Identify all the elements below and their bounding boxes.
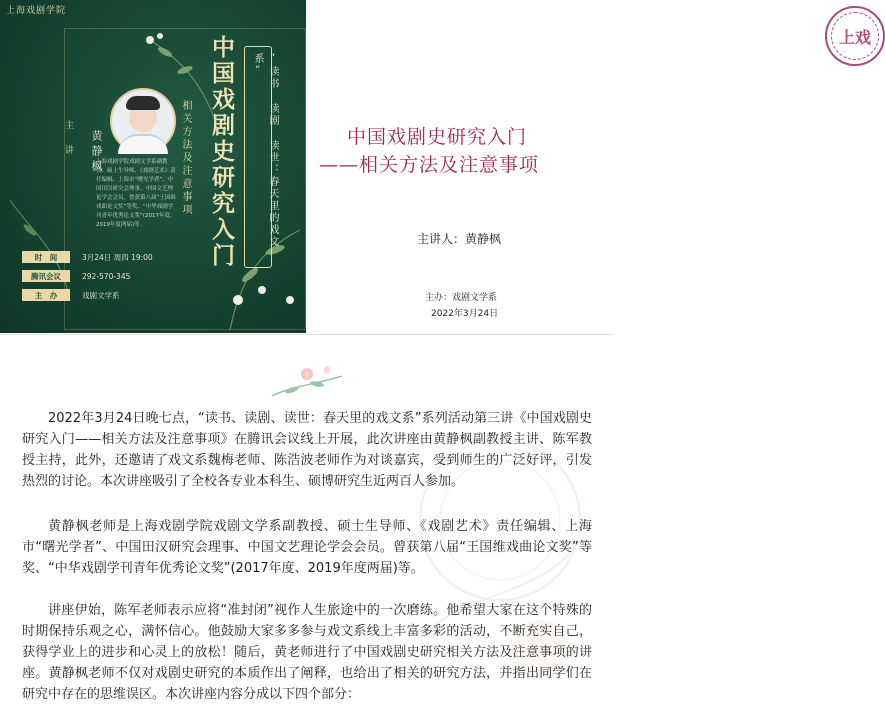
school-seal-icon <box>825 6 885 66</box>
title-slide <box>307 0 871 333</box>
speaker-role: 主讲 <box>63 120 73 170</box>
seal-text: 上戏 <box>838 27 871 47</box>
info-value: 3月24日 周四 19:00 <box>82 252 153 262</box>
slide-lecturer: 主讲人：黄静枫 <box>417 232 502 246</box>
info-label: 时 间 <box>22 251 70 263</box>
poster-subtitle: 相关方法及注意事项 <box>180 100 191 217</box>
section-divider <box>0 334 614 335</box>
slide-date: 2022年3月24日 <box>431 309 499 319</box>
info-value: 戏剧文学系 <box>82 290 120 300</box>
slide-title: 中国戏剧史研究入门 <box>347 126 528 148</box>
speaker-name: 黄静枫 <box>90 130 103 175</box>
speaker-portrait <box>110 88 176 154</box>
info-label: 主 办 <box>22 289 70 301</box>
info-value: 292-570-345 <box>82 271 131 281</box>
info-row-host <box>22 289 120 301</box>
article-paragraph: 黄静枫老师是上海戏剧学院戏剧文学系副教授、硕士生导师、《戏剧艺术》责任编辑、上海市“曙光学者”、中国田汉研究会理事、中国文艺理论学会会员。曾获第八届“王国维戏曲论文奖”等奖、“中华戏剧学刊青年优秀论文奖”(2017年度、2019年度两届)等。 <box>22 519 592 576</box>
article-paragraph: 2022年3月24日晚七点，“读书、读剧、读世：春天里的戏文系”系列活动第三讲《中国戏剧史研究入门——相关方法及注意事项》在腾讯会议线上开展，此次讲座由黄静枫副教授主讲、陈军教授主持，此外，还邀请了戏文系魏梅老师、陈浩波老师作为对谈嘉宾，受到师生的广泛好评，引发热烈的讨论。本次讲座吸引了全校各专业本科生、硕博研究生近两百人参加。 <box>22 411 592 489</box>
article-paragraph: 讲座伊始，陈军老师表示应将“准封闭”视作人生旅途中的一次磨练。他希望大家在这个特殊的时期保持乐观之心，满怀信心。他鼓励大家多多参与戏文系线上丰富多彩的活动，不断充实自己，获得学业上的进步和心灵上的放松！随后，黄老师进行了中国戏剧史研究相关方法及注意事项的讲座。黄静枫老师不仅对戏剧史研究的本质作出了阐释，也给出了相关的研究方法，并指出同学们在研究中存在的思维误区。本次讲座内容分成以下四个部分： <box>22 603 592 702</box>
series-box <box>244 46 278 268</box>
info-row-time <box>22 251 153 263</box>
event-poster <box>0 0 306 333</box>
info-row-meeting <box>22 270 130 282</box>
slide-subtitle: ——相关方法及注意事项 <box>319 154 540 176</box>
info-label: 腾讯会议 <box>22 270 70 282</box>
school-logo: 上海戏剧学院 <box>6 6 67 16</box>
speaker-bio: 上海戏剧学院戏剧文学系副教授、硕士生导师、《戏剧艺术》责任编辑、上海市“曙光学者”、中国田汉研究会理事、中国文艺理论学会会员。曾获第八届“王国维戏曲论文奖”等奖、“中华戏剧学刊青年优秀论文奖”(2017年度、2019年度两届)等。 <box>96 159 176 228</box>
poster-title: 中国戏剧史研究入门 <box>208 35 235 269</box>
series-title: “读书 读剧 读世：春天里的戏文系” <box>252 53 278 248</box>
slide-host: 主办：戏剧文学系 <box>425 293 498 303</box>
